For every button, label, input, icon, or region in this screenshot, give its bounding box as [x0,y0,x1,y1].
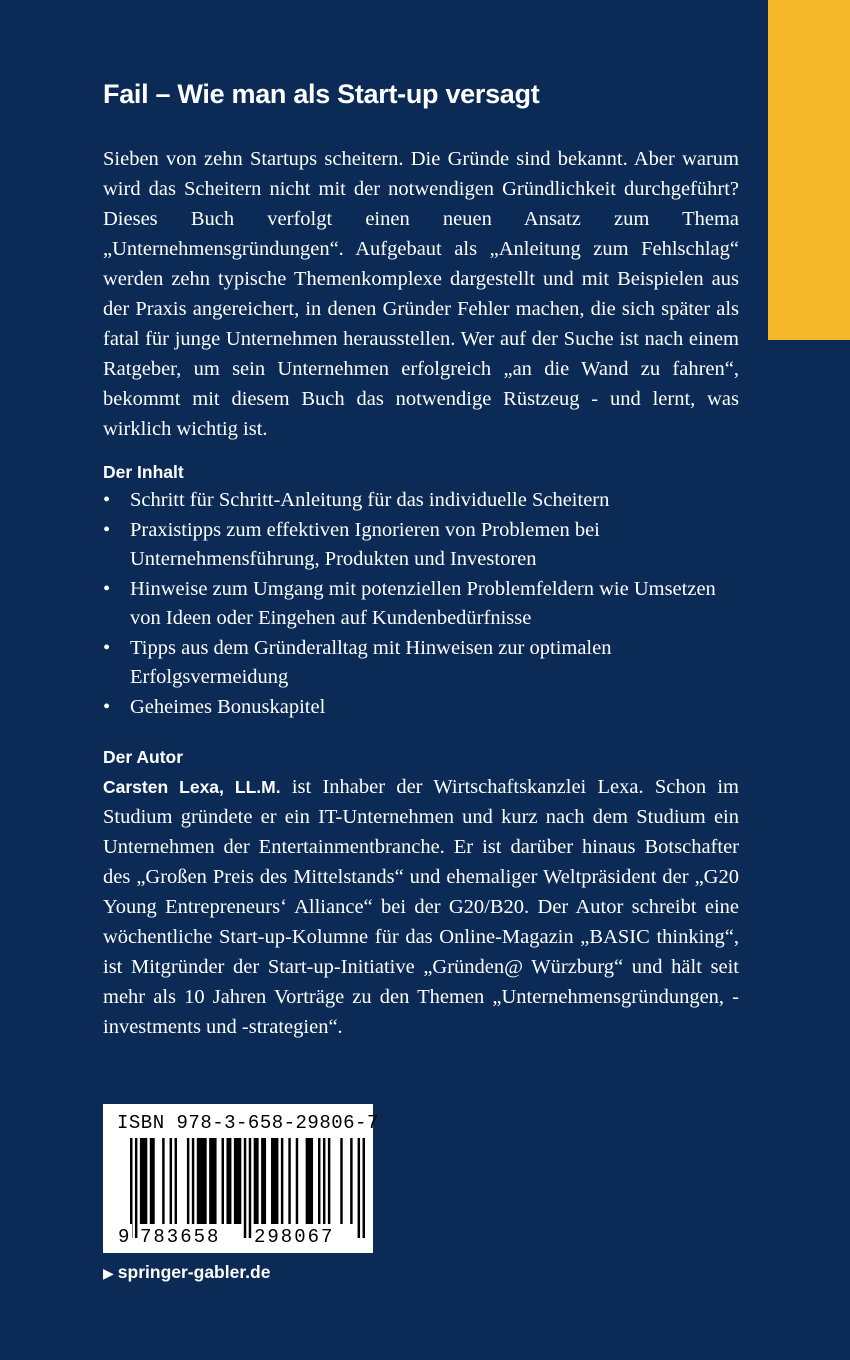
list-item [103,693,743,723]
barcode-bar [187,1138,189,1224]
bullet-icon: • [103,489,111,511]
list-item-text: Hinweise zum Umgang mit potenziellen Problemfeldern wie Umsetzen von Ideen oder Eingehen auf Kundenbedürfnisse [130,577,716,629]
barcode-bar [288,1138,290,1224]
barcode-bar [209,1138,216,1224]
barcode-bar [175,1138,177,1224]
autor-bio [103,772,739,1042]
barcode-bar [306,1138,313,1224]
isbn-barcode-box [103,1104,379,1253]
barcode-bar [135,1138,137,1238]
barcode-bar [130,1138,132,1238]
accent-bar [768,0,850,340]
website-label: springer-gabler.de [117,1262,271,1282]
bullet-icon: • [103,518,111,541]
website-link[interactable] [103,1258,270,1287]
barcode-bar [323,1138,325,1224]
book-title: Fail – Wie man als Start-up versagt [103,79,540,109]
barcode-bar [226,1138,231,1224]
barcode-bar [162,1138,164,1224]
blurb-text: Sieben von zehn Startups scheitern. Die Gründe sind bekannt. Aber warum wird das Scheitern nicht mit der notwendigen Gründlichkeit durchgeführt? Dieses Buch verfolgt einen neuen Ansatz zum Thema „Unternehmensgründungen“. Aufgebaut als „Anleitung zum Fehlschlag“ werden zehn typische Themenkomplexe dargestellt und mit Beispielen aus der Praxis angereichert, in denen Gründer Fehler machen, die sich später als fatal für junge Unternehmen herausstellen. Wer auf der Suche ist nach einem Ratgeber, um sein Unternehmen erfolgreich „an die Wand zu fahren“, bekommt mit diesem Buch das notwendige Rüstzeug - und lernt, was wirklich wichtig ist. [103,148,739,440]
barcode-bar [328,1138,330,1224]
barcode-bar [249,1138,251,1238]
barcode-bar [197,1138,207,1224]
list-item-text: Geheimes Bonuskapitel [130,695,326,718]
barcode-bar [318,1138,320,1224]
list-item-text: Praxistipps zum effektiven Ignorieren von Problemen bei Unternehmensführung, Produkten und Investoren [130,518,600,570]
barcode-bar [261,1138,266,1224]
list-item [103,516,743,575]
autor-bio-text: ist Inhaber der Wirtschaftskanzlei Lexa. Schon im Studium gründete er ein IT-Unternehmen und kurz nach dem Studium ein Unternehmen der Entertainmentbranche. Er ist darüber hinaus Botschafter des „Großen Preis des Mittelstands“ und ehemaliger Weltpräsident der „G20 Young Entrepreneurs‘ Alliance“ bei der G20/B20. Der Autor schreibt eine wöchentliche Start-up-Kolumne für das Online-Magazin „BASIC thinking“, ist Mitgründer der Start-up-Initiative „Gründen@ Würzburg“ und hält seit mehr als 10 Jahren Vorträge zu den Themen „Unternehmensgründungen, -investments und -strategien“. [103,776,740,1038]
barcode-digits-left: 783658 [140,1226,221,1248]
barcode-bar [350,1138,352,1224]
bullet-icon: • [103,636,111,659]
barcode-bar [358,1138,360,1238]
inhalt-heading: Der Inhalt [103,462,184,482]
list-item-text: Schritt für Schritt-Anleitung für das individuelle Scheitern [130,489,610,511]
bullet-icon: • [103,577,111,600]
list-item [103,486,743,516]
autor-name: Carsten Lexa, LL.M. [103,777,281,797]
list-item-text: Tipps aus dem Gründeralltag mit Hinweisen zur optimalen Erfolgsvermeidung [130,636,612,688]
barcode-bar [340,1138,342,1224]
barcode-digits-right: 298067 [254,1226,335,1248]
barcode-bar [244,1138,246,1238]
bullet-icon: • [103,695,111,718]
barcode-digit-first: 9 [118,1226,132,1248]
barcode-bar [281,1138,283,1224]
inhalt-list [103,486,743,722]
barcode-digits [117,1224,373,1250]
barcode-bar [254,1138,259,1224]
barcode-bar [234,1138,241,1224]
barcode-bar [192,1138,194,1224]
barcode-bar [296,1138,298,1224]
barcode-bar [222,1138,224,1224]
barcode-bar [150,1138,155,1224]
list-item [103,575,743,634]
barcode-bar [170,1138,172,1224]
list-item [103,634,743,693]
autor-heading: Der Autor [103,747,184,767]
isbn-label: ISBN 978-3-658-29806-7 [117,1112,379,1134]
barcode-bar [271,1138,278,1224]
barcode-bar [140,1138,147,1224]
barcode-bar [363,1138,365,1238]
arrow-right-icon: ▶ [103,1265,114,1281]
